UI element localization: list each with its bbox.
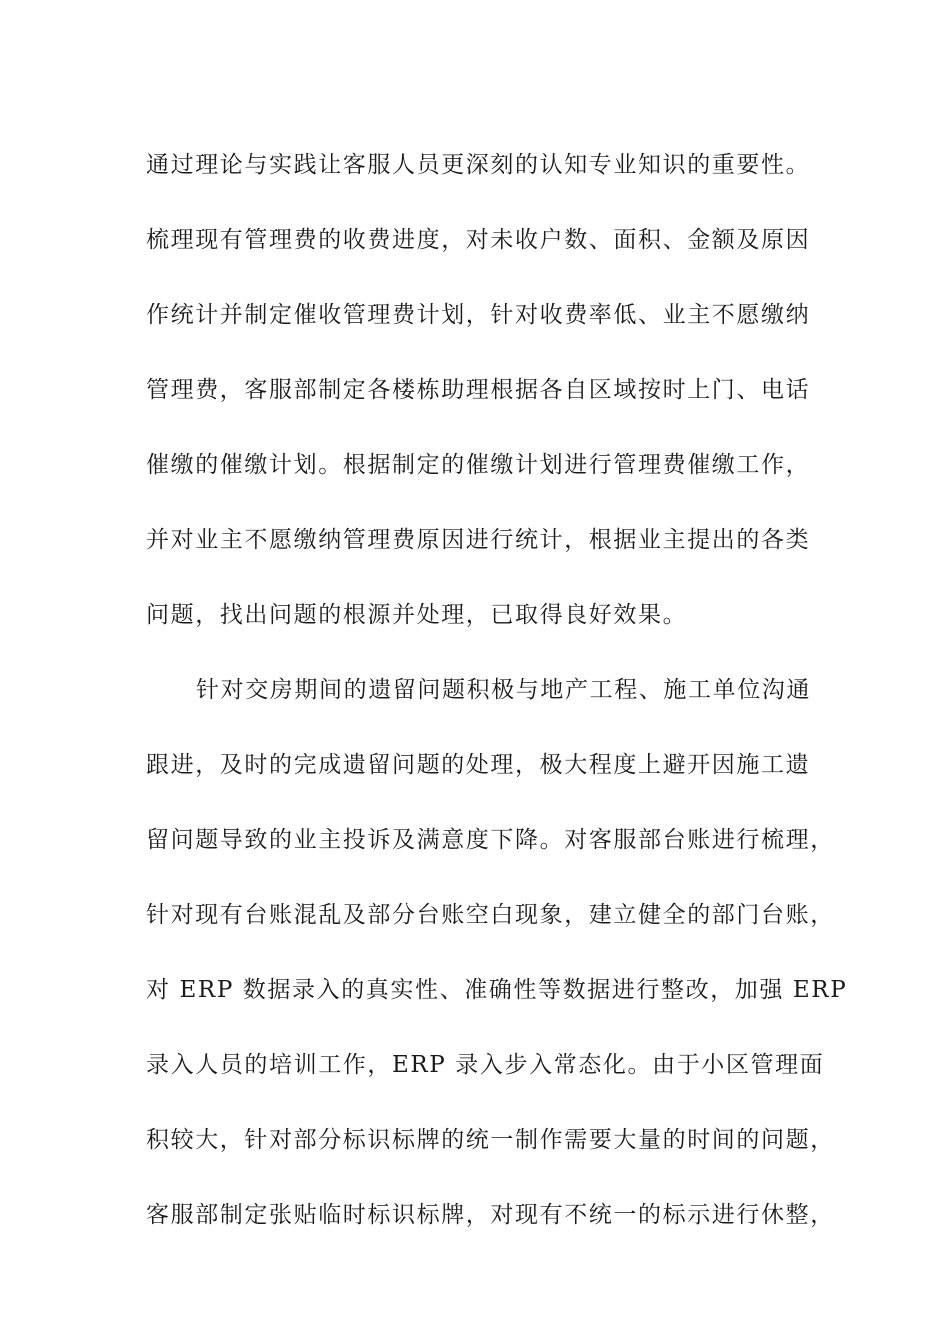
text-line: 并对业主不愿缴纳管理费原因进行统计，根据业主提出的各类 <box>146 527 811 553</box>
text-line: 对 ERP 数据录入的真实性、准确性等数据进行整改，加强 ERP <box>146 977 848 1003</box>
text-line: 留问题导致的业主投诉及满意度下降。对客服部台账进行梳理， <box>146 827 835 853</box>
text-line: 录入人员的培训工作，ERP 录入步入常态化。由于小区管理面 <box>146 1052 825 1078</box>
text-line: 梳理现有管理费的收费进度，对未收户数、面积、金额及原因 <box>146 227 811 253</box>
text-line: 问题，找出问题的根源并处理，已取得良好效果。 <box>146 602 688 628</box>
text-line: 催缴的催缴计划。根据制定的催缴计划进行管理费催缴工作， <box>146 452 811 478</box>
text-line: 积较大，针对部分标识标牌的统一制作需要大量的时间的问题， <box>146 1127 835 1153</box>
text-line: 客服部制定张贴临时标识标牌，对现有不统一的标示进行休整， <box>146 1202 835 1228</box>
text-line: 通过理论与实践让客服人员更深刻的认知专业知识的重要性。 <box>146 152 811 178</box>
text-line: 跟进，及时的完成遗留问题的处理，极大程度上避开因施工遗 <box>146 752 811 778</box>
text-line: 管理费，客服部制定各楼栋助理根据各自区域按时上门、电话 <box>146 377 811 403</box>
body-text <box>146 128 848 1253</box>
paragraph-first-line: 针对交房期间的遗留问题积极与地产工程、施工单位沟通 <box>196 677 811 703</box>
text-line: 作统计并制定催收管理费计划，针对收费率低、业主不愿缴纳 <box>146 302 811 328</box>
text-line: 针对现有台账混乱及部分台账空白现象，建立健全的部门台账， <box>146 902 835 928</box>
